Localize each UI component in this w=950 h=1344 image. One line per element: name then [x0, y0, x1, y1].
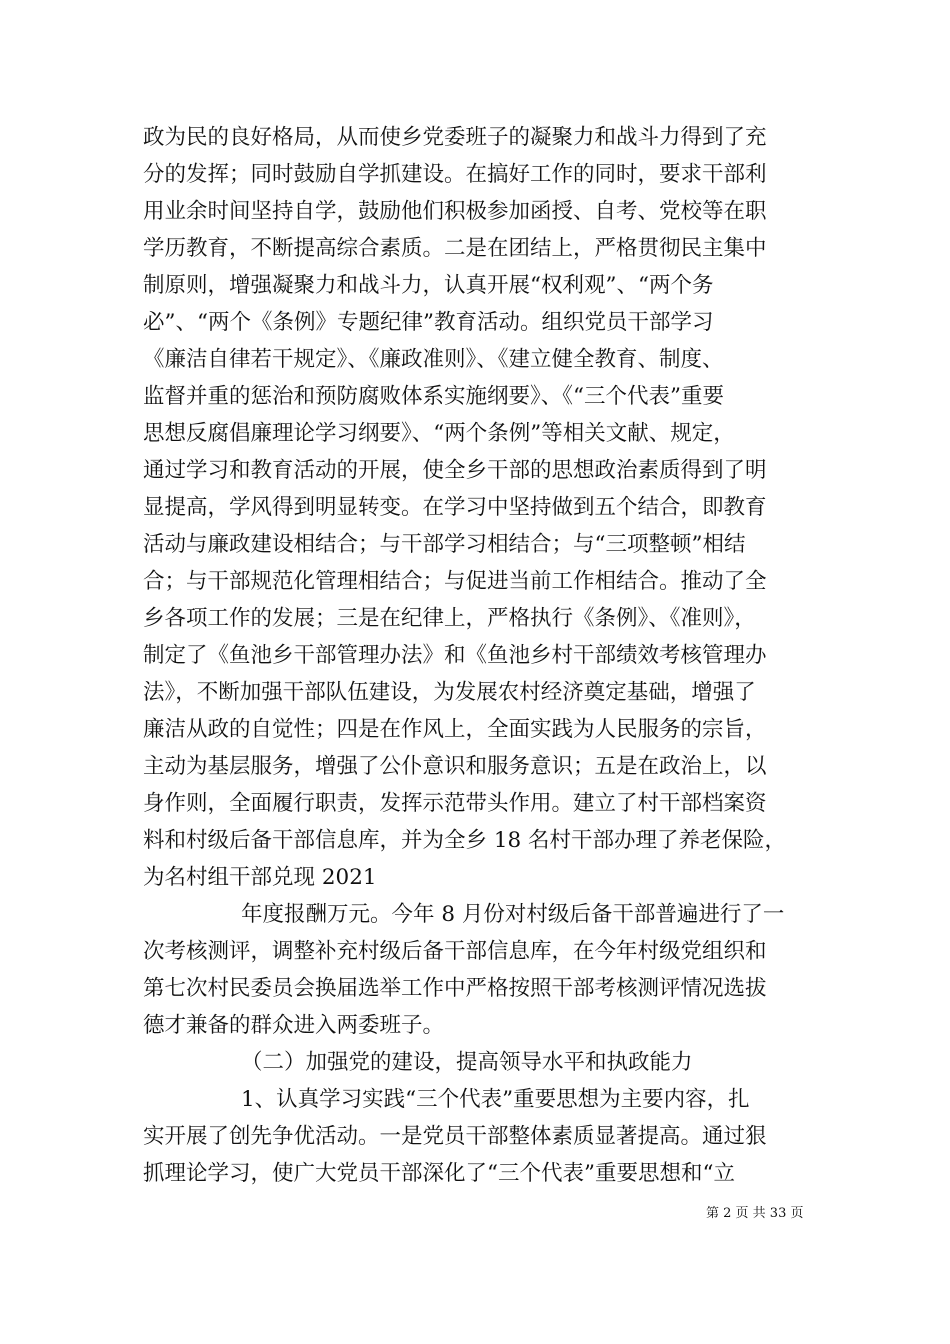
text-line: 制定了《鱼池乡干部管理办法》和《鱼池乡村干部绩效考核管理办 [143, 643, 767, 668]
text-line: 学历教育，不断提高综合素质。二是在团结上，严格贯彻民主集中 [143, 236, 767, 261]
text-line: 法》，不断加强干部队伍建设，为发展农村经济奠定基础，增强了 [143, 680, 756, 705]
text-line: 用业余时间坚持自学，鼓励他们积极参加函授、自考、党校等在职 [143, 199, 767, 224]
text-line: 分的发挥；同时鼓励自学抓建设。在搞好工作的同时，要求干部利 [143, 162, 767, 187]
text-line: 《廉洁自律若干规定》、《廉政准则》、《建立健全教育、制度、 [143, 347, 724, 372]
text-line: 思想反腐倡廉理论学习纲要》、“两个条例”等相关文献、规定， [143, 421, 735, 446]
text-line: 身作则，全面履行职责，发挥示范带头作用。建立了村干部档案资 [143, 791, 767, 816]
text-line: 料和村级后备干部信息库，并为全乡 18 名村干部办理了养老保险， [143, 828, 787, 853]
text-line: 活动与廉政建设相结合；与干部学习相结合；与“三项整顿”相结 [143, 532, 746, 557]
paragraph-start-line: 年度报酬万元。今年 8 月份对村级后备干部普遍进行了一 [241, 902, 785, 927]
text-line: 为名村组干部兑现 2021 [143, 865, 377, 890]
text-line: 政为民的良好格局，从而使乡党委班子的凝聚力和战斗力得到了充 [143, 125, 767, 150]
text-line: 主动为基层服务，增强了公仆意识和服务意识；五是在政治上，以 [143, 754, 767, 779]
text-line: 监督并重的惩治和预防腐败体系实施纲要》、《“三个代表”重要 [143, 384, 724, 409]
text-line: 廉洁从政的自觉性；四是在作风上，全面实践为人民服务的宗旨， [143, 717, 767, 742]
text-line: 制原则，增强凝聚力和战斗力，认真开展“权利观”、“两个务 [143, 273, 714, 298]
text-line: 抓理论学习，使广大党员干部深化了“三个代表”重要思想和“立 [143, 1161, 735, 1186]
text-line: 实开展了创先争优活动。一是党员干部整体素质显著提高。通过狠 [143, 1124, 767, 1149]
text-line: 乡各项工作的发展；三是在纪律上，严格执行《条例》、《准则》， [143, 606, 756, 631]
paragraph-start-line: 1、认真学习实践“三个代表”重要思想为主要内容，扎 [241, 1087, 750, 1112]
text-line: 次考核测评，调整补充村级后备干部信息库，在今年村级党组织和 [143, 939, 767, 964]
text-line: 第七次村民委员会换届选举工作中严格按照干部考核测评情况选拔 [143, 976, 767, 1001]
text-line: 合；与干部规范化管理相结合；与促进当前工作相结合。推动了全 [143, 569, 767, 594]
section-heading: （二）加强党的建设，提高领导水平和执政能力 [241, 1050, 693, 1075]
text-line: 必”、“两个《条例》专题纪律”教育活动。组织党员干部学习 [143, 310, 714, 335]
text-line: 通过学习和教育活动的开展，使全乡干部的思想政治素质得到了明 [143, 458, 767, 483]
page-number-footer: 第 2 页 共 33 页 [706, 1206, 804, 1221]
text-line: 显提高，学风得到明显转变。在学习中坚持做到五个结合，即教育 [143, 495, 767, 520]
text-line: 德才兼备的群众进入两委班子。 [143, 1013, 445, 1038]
